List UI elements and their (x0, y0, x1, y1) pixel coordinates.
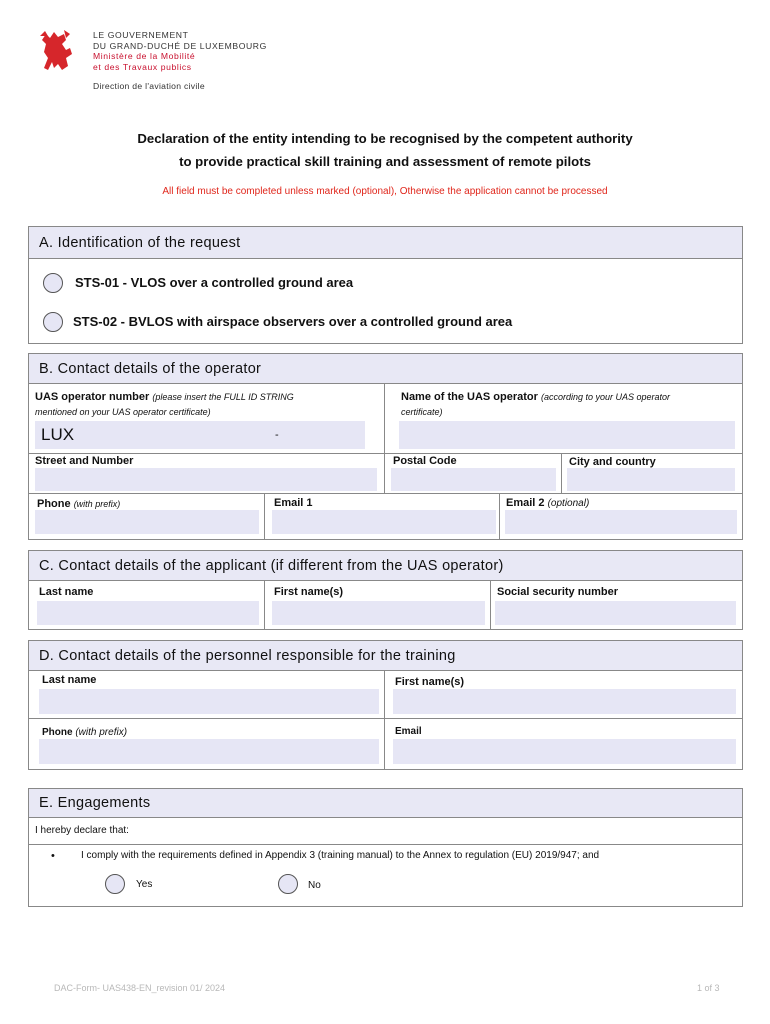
section-b-heading: B. Contact details of the operator (29, 354, 742, 384)
yes-label: Yes (136, 879, 153, 890)
form-id: DAC-Form- UAS438-EN_revision 01/ 2024 (54, 983, 226, 993)
phone-hint: (with prefix) (73, 499, 121, 509)
section-a-heading: A. Identification of the request (29, 227, 742, 259)
street-label: Street and Number (35, 455, 134, 467)
gov-line-1: LE GOUVERNEMENT (93, 30, 189, 40)
uas-number-label (35, 391, 294, 403)
page-title (0, 127, 770, 173)
c-first-name-label: First name(s) (274, 586, 344, 598)
city-field[interactable] (567, 468, 735, 491)
no-label: No (308, 880, 321, 891)
section-c-heading: C. Contact details of the applicant (if different from the UAS operator) (29, 551, 742, 581)
section-d-heading: D. Contact details of the personnel responsible for the training (29, 641, 742, 671)
ministry-line-2: et des Travaux publics (93, 61, 192, 72)
title-line-1: Declaration of the entity intending to be recognised by the competent authority (137, 131, 633, 146)
required-notice: All field must be completed unless marked (optional), Otherwise the application cannot be processed (162, 186, 608, 197)
c-ssn-field[interactable] (495, 601, 736, 625)
d-phone-field[interactable] (39, 739, 379, 764)
sts01-radio[interactable] (43, 273, 63, 293)
ministry-line-1: Ministère de la Mobilité (93, 51, 196, 61)
uas-number-dash: - (275, 429, 279, 441)
d-first-name-field[interactable] (393, 689, 736, 714)
d-phone-title: Phone (42, 727, 73, 738)
government-heading (93, 30, 267, 72)
title-line-2: to provide practical skill training and assessment of remote pilots (179, 154, 591, 169)
uas-number-field[interactable] (35, 421, 365, 449)
c-last-name-label: Last name (39, 586, 94, 598)
c-last-name-field[interactable] (37, 601, 259, 625)
operator-name-label (401, 391, 670, 403)
sts02-label: STS-02 - BVLOS with airspace observers over a controlled ground area (73, 314, 513, 329)
c-first-name-field[interactable] (272, 601, 485, 625)
no-radio[interactable] (278, 874, 298, 894)
d-phone-hint: (with prefix) (75, 727, 128, 738)
uas-number-hint-2: mentioned on your UAS operator certificate) (35, 407, 211, 417)
sts02-radio[interactable] (43, 312, 63, 332)
uas-number-hint: (please insert the FULL ID STRING (152, 392, 294, 402)
phone-label (37, 498, 120, 510)
section-e (28, 788, 743, 907)
email2-label (506, 497, 589, 509)
sts01-label: STS-01 - VLOS over a controlled ground area (75, 275, 354, 290)
operator-name-hint-2: certificate) (401, 407, 443, 417)
page-number: 1 of 3 (697, 983, 720, 993)
phone-title: Phone (37, 498, 71, 510)
d-first-name-label: First name(s) (395, 676, 465, 688)
section-d (28, 640, 743, 770)
email2-field[interactable] (505, 510, 737, 534)
gov-line-2: DU GRAND-DUCHÉ DE LUXEMBOURG (93, 40, 267, 51)
d-email-field[interactable] (393, 739, 736, 764)
c-ssn-label: Social security number (497, 586, 619, 598)
d-email-label: Email (395, 726, 422, 737)
d-last-name-label: Last name (42, 674, 97, 686)
postal-field[interactable] (391, 468, 556, 491)
declare-row (29, 818, 742, 845)
uas-number-title: UAS operator number (35, 391, 150, 403)
postal-label: Postal Code (393, 455, 457, 467)
uas-number-prefix: LUX (41, 425, 75, 444)
section-b (28, 353, 743, 540)
email1-label: Email 1 (274, 497, 313, 509)
email2-title: Email 2 (506, 497, 545, 509)
section-a (28, 226, 743, 344)
yes-radio[interactable] (105, 874, 125, 894)
email1-field[interactable] (272, 510, 496, 534)
street-field[interactable] (35, 468, 377, 491)
luxembourg-lion-logo-icon (36, 28, 76, 74)
engagement-statement: I comply with the requirements defined in Appendix 3 (training manual) to the Annex to regulation (EU) 2019/947; and (81, 850, 600, 861)
phone-field[interactable] (35, 510, 259, 534)
section-c (28, 550, 743, 630)
declare-label: I hereby declare that: (35, 825, 129, 836)
operator-name-hint: (according to your UAS operator (540, 392, 671, 402)
bullet-icon: • (51, 850, 55, 862)
d-phone-label (42, 727, 127, 738)
d-last-name-field[interactable] (39, 689, 379, 714)
city-label: City and country (569, 456, 656, 468)
section-e-heading: E. Engagements (29, 789, 742, 818)
direction-label: Direction de l'aviation civile (93, 81, 205, 91)
operator-name-field[interactable] (399, 421, 735, 449)
email2-hint: (optional) (547, 498, 590, 509)
operator-name-title: Name of the UAS operator (401, 391, 538, 403)
